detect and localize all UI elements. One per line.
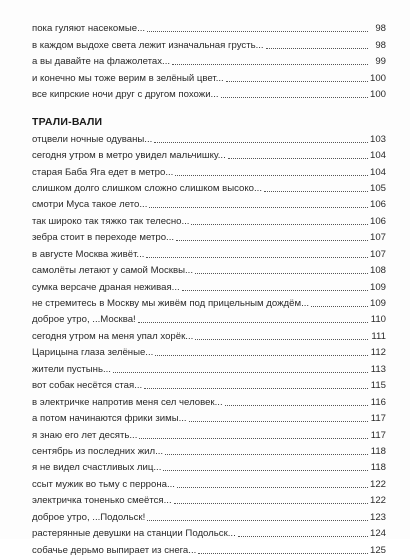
toc-entry-page-number: 117 xyxy=(370,413,386,425)
toc-entry-page-number: 111 xyxy=(371,330,386,342)
toc-entry xyxy=(32,161,386,177)
toc-entry xyxy=(32,51,386,67)
toc-entry xyxy=(32,128,386,144)
toc-entry-page-number: 124 xyxy=(369,528,386,540)
dot-leader xyxy=(165,454,368,455)
toc-entries-trali-vali xyxy=(32,128,386,555)
toc-entry-title: растерянные девушки на станции Подольск... xyxy=(32,528,236,540)
toc-entry xyxy=(32,441,386,457)
toc-entry-page-number: 106 xyxy=(369,199,386,211)
dot-leader xyxy=(176,240,368,241)
toc-entry-title: зебра стоит в переходе метро... xyxy=(32,232,175,244)
dot-leader xyxy=(155,355,368,356)
toc-entry-page-number: 116 xyxy=(370,396,386,408)
dot-leader xyxy=(191,224,368,225)
toc-entry-title: пока гуляют насекомые... xyxy=(32,23,146,35)
toc-entry xyxy=(32,408,386,424)
toc-entry xyxy=(32,227,386,243)
toc-entry-page-number: 113 xyxy=(370,363,386,375)
toc-entry-page-number: 112 xyxy=(370,347,386,359)
toc-entry-page-number: 122 xyxy=(369,495,386,507)
dot-leader xyxy=(146,257,368,258)
toc-entries-previous-section xyxy=(32,18,386,100)
toc-entry-page-number: 115 xyxy=(370,380,386,392)
dot-leader xyxy=(174,503,368,504)
toc-entry-title: сумка версаче драная неживая... xyxy=(32,281,180,293)
dot-leader xyxy=(189,421,368,422)
toc-entry xyxy=(32,391,386,407)
toc-entry-page-number: 103 xyxy=(369,133,386,145)
dot-leader xyxy=(163,470,368,471)
toc-entry-title: в электричке напротив меня сел человек... xyxy=(32,396,223,408)
toc-entry-title: слишком долго слишком сложно слишком высоко... xyxy=(32,182,262,194)
toc-entry-title: старая Баба Яга едет в метро... xyxy=(32,166,174,178)
toc-entry xyxy=(32,34,386,50)
toc-entry-title: смотри Муса такое лето... xyxy=(32,199,148,211)
toc-entry-page-number: 98 xyxy=(375,23,386,35)
toc-entry-title: ссыт мужик во тьму с перрона... xyxy=(32,478,175,490)
toc-entry-title: не стремитесь в Москву мы живём под прицельным дождём... xyxy=(32,298,310,309)
dot-leader xyxy=(154,142,368,143)
table-of-contents xyxy=(32,18,386,556)
toc-entry-title: а вы давайте на флажолетах... xyxy=(32,56,171,68)
toc-entry xyxy=(32,18,386,34)
toc-entry-page-number: 125 xyxy=(369,544,386,556)
dot-leader xyxy=(198,553,368,554)
dot-leader xyxy=(228,158,368,159)
toc-entry-title: доброе утро, ...Подольск! xyxy=(32,511,146,523)
toc-entry xyxy=(32,194,386,210)
toc-entry-page-number: 109 xyxy=(369,298,386,309)
section-heading: ТРАЛИ-ВАЛИ xyxy=(32,116,103,129)
toc-entry-page-number: 104 xyxy=(369,150,386,162)
toc-entry-page-number: 123 xyxy=(369,511,386,523)
toc-entry-page-number: 118 xyxy=(370,445,386,457)
toc-entry-title: сентябрь из последних жил... xyxy=(32,445,164,457)
toc-entry-title: в каждом выдохе света лежит изначальная грусть... xyxy=(32,39,264,51)
toc-entry-title: доброе утро, ...Москва! xyxy=(32,314,136,326)
toc-entry xyxy=(32,342,386,358)
dot-leader xyxy=(238,536,368,537)
dot-leader xyxy=(195,339,368,340)
toc-entry xyxy=(32,358,386,374)
toc-entry-page-number: 122 xyxy=(369,478,386,490)
toc-entry xyxy=(32,145,386,161)
toc-entry-page-number: 118 xyxy=(370,462,386,474)
toc-entry xyxy=(32,457,386,473)
dot-leader xyxy=(147,31,368,32)
toc-entry xyxy=(32,473,386,489)
toc-entry-title: все кипрские ночи друг с другом похожи... xyxy=(32,89,219,101)
toc-entry xyxy=(32,243,386,259)
toc-entry xyxy=(32,325,386,341)
dot-leader xyxy=(225,405,368,406)
toc-entry-page-number: 117 xyxy=(370,429,386,441)
toc-entry-page-number: 105 xyxy=(369,182,386,194)
dot-leader xyxy=(149,207,368,208)
toc-entry-page-number: 107 xyxy=(369,232,386,244)
toc-entry-page-number: 104 xyxy=(369,166,386,178)
toc-entry-page-number: 108 xyxy=(369,265,386,277)
toc-entry-title: я не видел счастливых лиц... xyxy=(32,462,162,474)
dot-leader xyxy=(144,388,368,389)
toc-entry-title: электричка тоненько смеётся... xyxy=(32,495,172,507)
dot-leader xyxy=(221,97,368,98)
toc-entry-title: в августе Москва живёт... xyxy=(32,248,145,260)
toc-entry xyxy=(32,293,386,309)
toc-entry-page-number: 107 xyxy=(369,248,386,260)
dot-leader xyxy=(311,306,368,307)
dot-leader xyxy=(226,81,368,82)
toc-entry-page-number: 98 xyxy=(375,39,386,51)
dot-leader xyxy=(195,273,368,274)
toc-entry-title: и конечно мы тоже верим в зелёный цвет... xyxy=(32,72,224,84)
toc-entry-title: сегодня утром на меня упал хорёк... xyxy=(32,330,194,342)
toc-entry-page-number: 100 xyxy=(369,89,386,101)
toc-entry-title: сегодня утром в метро увидел мальчишку... xyxy=(32,150,226,162)
dot-leader xyxy=(147,520,368,521)
dot-leader xyxy=(177,487,368,488)
toc-entry xyxy=(32,539,386,555)
toc-entry-title: самолёты летают у самой Москвы... xyxy=(32,265,193,277)
toc-entry-title: вот собак несётся стая... xyxy=(32,380,143,392)
toc-entry-page-number: 110 xyxy=(370,314,386,326)
dot-leader xyxy=(113,372,368,373)
dot-leader xyxy=(264,191,368,192)
toc-entry xyxy=(32,67,386,83)
toc-entry-title: жители пустынь... xyxy=(32,363,111,375)
toc-entry-title: а потом начинаются фрики зимы... xyxy=(32,413,187,425)
toc-entry-title: так широко так тяжко так телесно... xyxy=(32,215,190,227)
toc-entry xyxy=(32,424,386,440)
toc-entry xyxy=(32,309,386,325)
toc-entry-page-number: 109 xyxy=(369,281,386,293)
dot-leader xyxy=(138,322,368,323)
dot-leader xyxy=(266,48,368,49)
toc-entry xyxy=(32,375,386,391)
dot-leader xyxy=(182,290,368,291)
toc-entry xyxy=(32,260,386,276)
toc-entry-title: собачье дерьмо выпирает из снега... xyxy=(32,544,197,556)
dot-leader xyxy=(175,175,368,176)
toc-entry-title: я знаю его лет десять... xyxy=(32,429,138,441)
toc-entry xyxy=(32,276,386,292)
dot-leader xyxy=(172,64,368,65)
toc-entry-title: отцвели ночные одуваны... xyxy=(32,133,153,145)
dot-leader xyxy=(139,438,368,439)
toc-entry xyxy=(32,506,386,522)
toc-entry xyxy=(32,523,386,539)
toc-entry-title: Царицына глаза зелёные... xyxy=(32,347,154,359)
toc-entry-page-number: 99 xyxy=(375,56,386,68)
toc-entry-page-number: 106 xyxy=(369,215,386,227)
toc-entry-page-number: 100 xyxy=(369,72,386,84)
toc-entry xyxy=(32,84,386,100)
toc-entry xyxy=(32,178,386,194)
toc-entry xyxy=(32,210,386,226)
toc-entry xyxy=(32,490,386,506)
